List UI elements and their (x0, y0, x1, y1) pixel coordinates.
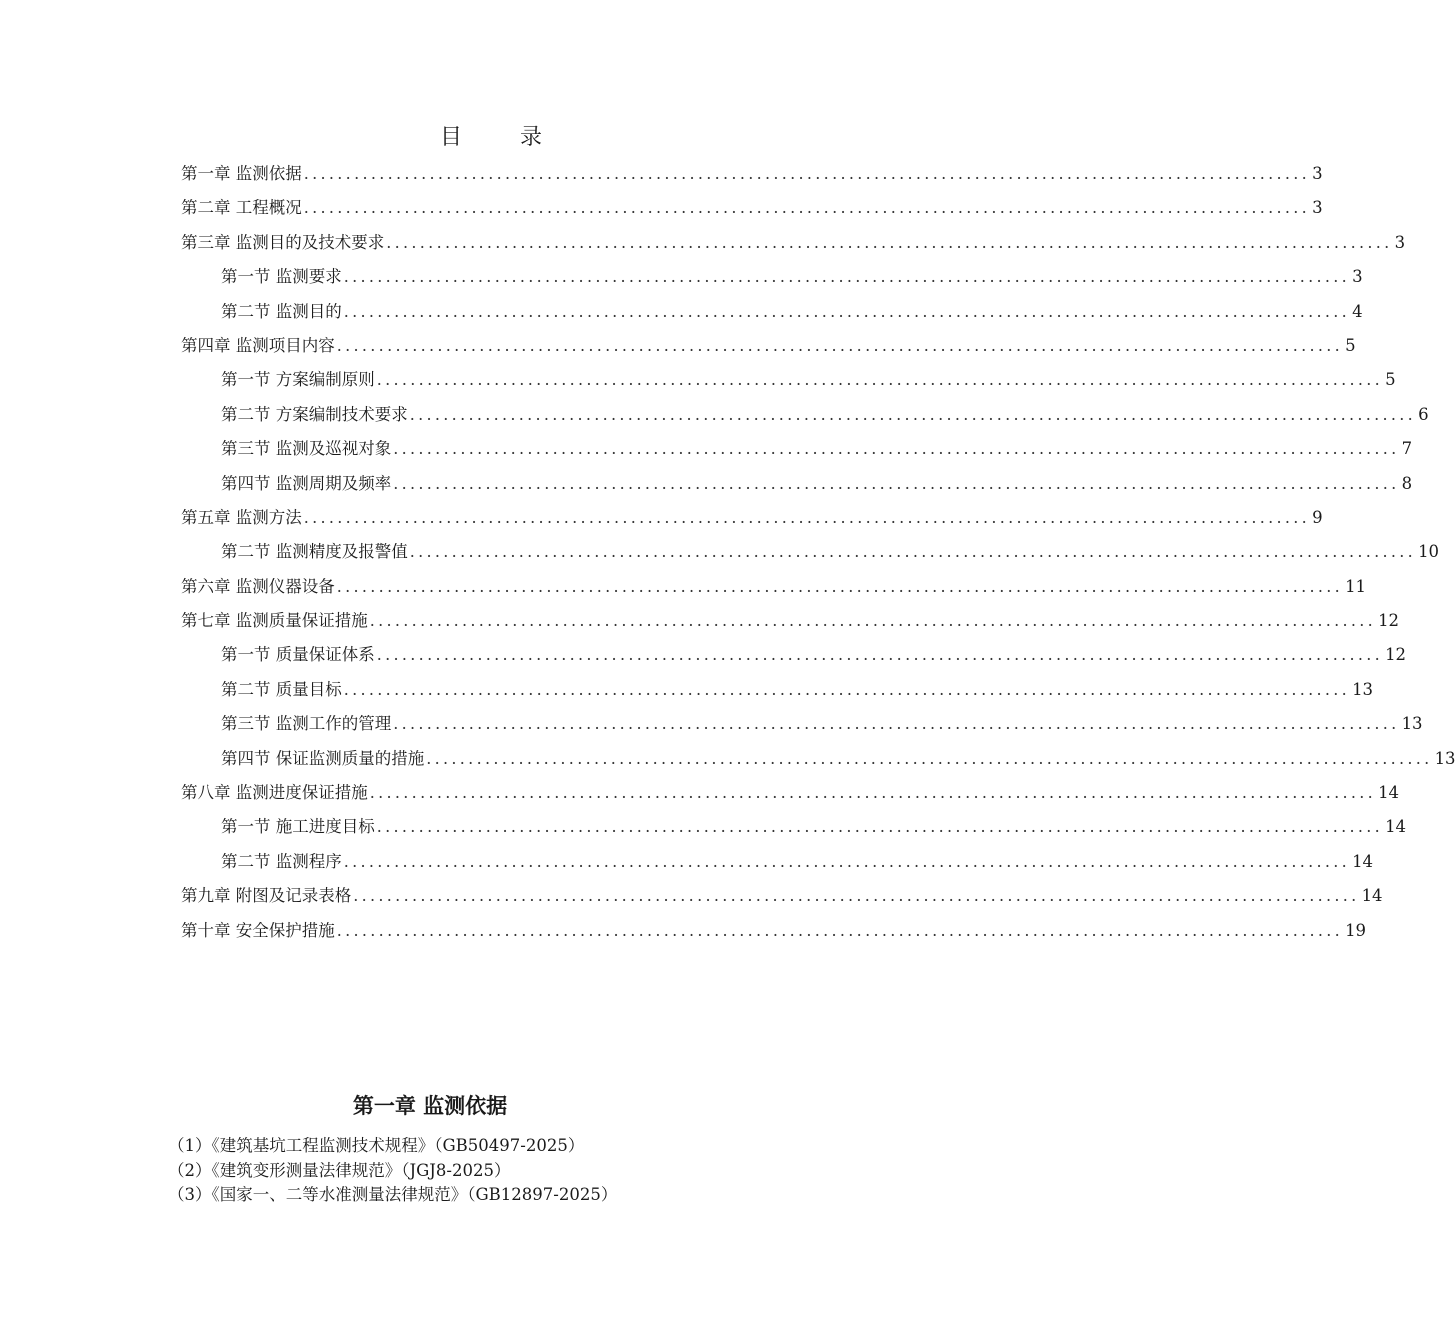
toc-entry-page-number: 5 (1385, 370, 1396, 390)
toc-entry[interactable] (181, 535, 1440, 569)
toc-entry[interactable] (181, 673, 1374, 707)
toc-leader-dots: ........................................................................................................................ (376, 370, 1384, 390)
toc-entry[interactable] (181, 604, 1400, 638)
toc-entry-page-number: 13 (1352, 679, 1374, 699)
toc-entry-page-number: 4 (1352, 301, 1363, 321)
toc-entry[interactable] (181, 260, 1363, 294)
toc-leader-dots: ........................................................................................................................ (369, 611, 1377, 631)
toc-title: 目 录 (439, 125, 560, 150)
toc-entry-page-number: 10 (1418, 542, 1440, 562)
toc-entry-label: 第四节 监测周期及频率 (221, 473, 392, 493)
toc-entry-label: 第一章 监测依据 (181, 163, 302, 183)
toc-entry-label: 第二节 监测目的 (221, 301, 342, 321)
toc-leader-dots: ........................................................................................................................ (336, 576, 1344, 596)
toc-leader-dots: ........................................................................................................................ (343, 851, 1351, 871)
toc-entry-page-number: 3 (1312, 198, 1323, 218)
toc-entry-label: 第一节 方案编制原则 (221, 370, 375, 390)
toc-entry[interactable] (181, 191, 1323, 225)
toc-entry-page-number: 13 (1401, 714, 1423, 734)
toc-leader-dots: ........................................................................................................................ (409, 542, 1417, 562)
toc-entry-label: 第三节 监测及巡视对象 (221, 439, 392, 459)
toc-entry-page-number: 12 (1378, 611, 1400, 631)
toc-leader-dots: ........................................................................................................................ (426, 748, 1433, 768)
toc-entry[interactable] (181, 467, 1413, 501)
toc-leader-dots: ........................................................................................................................ (393, 439, 1400, 459)
toc-entry-page-number: 3 (1394, 232, 1406, 252)
toc-entry[interactable] (181, 707, 1423, 741)
toc-leader-dots: ........................................................................................................................ (343, 679, 1351, 699)
toc-entry-page-number: 3 (1352, 267, 1363, 287)
toc-entry[interactable] (181, 295, 1363, 329)
toc-entry[interactable] (181, 226, 1406, 260)
toc-leader-dots: ........................................................................................................................ (336, 335, 1344, 355)
toc-entry-label: 第二节 方案编制技术要求 (221, 404, 408, 424)
toc-leader-dots: ........................................................................................................................ (343, 267, 1351, 287)
toc-entry-label: 第一节 施工进度目标 (221, 817, 375, 837)
toc-leader-dots: ........................................................................................................................ (343, 301, 1351, 321)
toc-entry-label: 第二节 质量目标 (221, 679, 342, 699)
toc-entry-label: 第五章 监测方法 (181, 507, 302, 527)
toc-leader-dots: ........................................................................................................................ (393, 714, 1400, 734)
toc-entry[interactable] (181, 501, 1323, 535)
toc-entry-page-number: 13 (1434, 748, 1456, 768)
toc-leader-dots: ........................................................................................................................ (393, 473, 1400, 493)
toc-entry[interactable] (181, 432, 1413, 466)
toc-leader-dots: ........................................................................................................................ (376, 645, 1384, 665)
toc-entry-page-number: 19 (1345, 920, 1367, 940)
toc-entry[interactable] (181, 810, 1407, 844)
reference-item: （2）《建筑变形测量法律规范》（JGJ8-2025） (168, 1160, 511, 1180)
toc-entry-label: 第七章 监测质量保证措施 (181, 611, 368, 631)
toc-entry-page-number: 3 (1312, 163, 1323, 183)
toc-leader-dots: ........................................................................................................................ (369, 783, 1377, 803)
toc-entry-label: 第二节 监测精度及报警值 (221, 542, 408, 562)
toc-entry-page-number: 11 (1345, 576, 1367, 596)
toc-leader-dots: ........................................................................................................................ (303, 198, 1311, 218)
toc-entry-label: 第二章 工程概况 (181, 198, 302, 218)
toc-entry-label: 第九章 附图及记录表格 (181, 886, 352, 906)
toc-entry-label: 第十章 安全保护措施 (181, 920, 335, 940)
toc-entry-label: 第八章 监测进度保证措施 (181, 783, 368, 803)
toc-entry[interactable] (181, 398, 1429, 432)
toc-entry-label: 第四章 监测项目内容 (181, 335, 335, 355)
toc-leader-dots: ........................................................................................................................ (303, 163, 1311, 183)
toc-entry[interactable] (181, 845, 1374, 879)
toc-leader-dots: ........................................................................................................................ (336, 920, 1344, 940)
toc-entry[interactable] (181, 914, 1367, 948)
toc-entry[interactable] (181, 570, 1367, 604)
toc-entry[interactable] (181, 638, 1407, 672)
toc-entry-page-number: 7 (1401, 439, 1413, 459)
toc-entry-page-number: 14 (1361, 886, 1383, 906)
toc-entry-label: 第一节 监测要求 (221, 267, 342, 287)
toc-leader-dots: ........................................................................................................................ (409, 404, 1417, 424)
toc-entry-page-number: 12 (1385, 645, 1407, 665)
toc-list (181, 157, 1456, 948)
chapter-heading: 第一章 监测依据 (352, 1094, 508, 1118)
toc-leader-dots: ........................................................................................................................ (303, 507, 1311, 527)
toc-entry-label: 第三章 监测目的及技术要求 (181, 232, 385, 252)
toc-entry[interactable] (181, 742, 1456, 776)
toc-entry-page-number: 14 (1352, 851, 1374, 871)
toc-entry-page-number: 9 (1312, 507, 1323, 527)
toc-entry-page-number: 14 (1378, 783, 1400, 803)
toc-entry[interactable] (181, 363, 1396, 397)
toc-entry-page-number: 14 (1385, 817, 1407, 837)
toc-leader-dots: ........................................................................................................................ (376, 817, 1384, 837)
toc-leader-dots: ........................................................................................................................ (353, 886, 1360, 906)
toc-entry-label: 第一节 质量保证体系 (221, 645, 375, 665)
toc-entry-page-number: 5 (1345, 335, 1356, 355)
toc-entry-label: 第六章 监测仪器设备 (181, 576, 335, 596)
toc-entry[interactable] (181, 329, 1356, 363)
toc-entry-label: 第四节 保证监测质量的措施 (221, 748, 425, 768)
reference-item: （3）《国家一、二等水准测量法律规范》（GB12897-2025） (168, 1185, 618, 1204)
reference-item: （1）《建筑基坑工程监测技术规程》（GB50497-2025） (168, 1136, 585, 1155)
reference-list (168, 1134, 868, 1208)
toc-entry[interactable] (181, 776, 1400, 810)
toc-entry-label: 第三节 监测工作的管理 (221, 714, 392, 734)
toc-entry-page-number: 8 (1401, 473, 1413, 493)
toc-entry[interactable] (181, 879, 1383, 913)
toc-entry[interactable] (181, 157, 1323, 191)
toc-entry-label: 第二节 监测程序 (221, 851, 342, 871)
toc-leader-dots: ........................................................................................................................ (386, 232, 1393, 252)
toc-entry-page-number: 6 (1418, 404, 1429, 424)
